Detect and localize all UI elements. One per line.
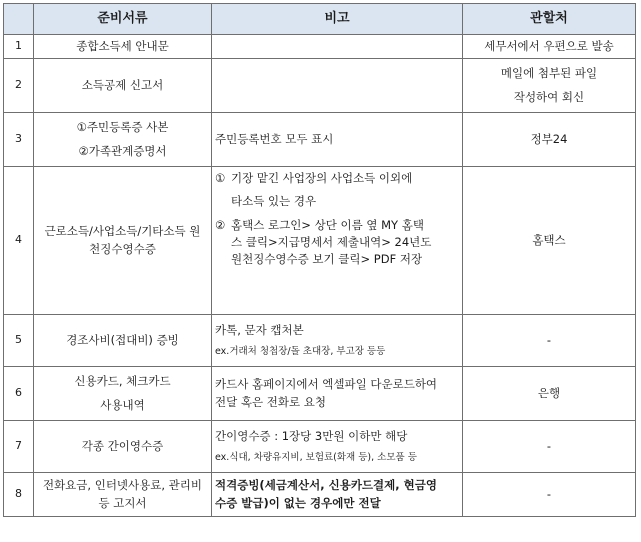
row-number: 6 (4, 367, 34, 421)
remark-line: 스 클릭>지급명세서 제출내역> 24년도 (231, 234, 432, 249)
row-office (463, 35, 636, 59)
office-line: - (546, 438, 552, 453)
circled-number: ② (215, 217, 226, 232)
office-line: - (546, 332, 552, 347)
remark-line: ex.식대, 차량유지비, 보험료(화재 등), 소모품 등 (215, 452, 417, 463)
header-row (4, 4, 636, 35)
row-remark (212, 473, 463, 517)
row-remark (212, 59, 463, 113)
table-row (4, 421, 636, 473)
office-line: 정부24 (530, 131, 568, 146)
row-number: 4 (4, 167, 34, 315)
row-document (34, 59, 212, 113)
row-document (34, 473, 212, 517)
document-line: 전화요금, 인터넷사용료, 관리비 (42, 478, 203, 493)
row-document (34, 167, 212, 315)
row-remark (212, 315, 463, 367)
row-number: 3 (4, 113, 34, 167)
table-row (4, 113, 636, 167)
table-row (4, 59, 636, 113)
row-document (34, 421, 212, 473)
header-office: 관할처 (463, 4, 636, 35)
remark-line: 간이영수증 : 1장당 3만원 이하만 해당 (215, 428, 408, 443)
office-line: 메일에 첨부된 파일 (500, 66, 598, 81)
row-office (463, 167, 636, 315)
document-line: ②가족관계증명서 (78, 143, 167, 158)
office-line: 작성하여 회신 (513, 89, 585, 104)
office-line: 홈택스 (532, 232, 566, 247)
row-number: 8 (4, 473, 34, 517)
row-remark (212, 367, 463, 421)
document-line: 종합소득세 안내문 (76, 38, 169, 53)
header-remarks: 비고 (212, 4, 463, 35)
row-document (34, 367, 212, 421)
document-line: 경조사비(접대비) 증빙 (66, 332, 179, 347)
row-office (463, 473, 636, 517)
row-number: 5 (4, 315, 34, 367)
document-line: 근로소득/사업소득/기타소득 원 (44, 224, 201, 239)
circled-number: ① (215, 171, 226, 185)
row-number: 2 (4, 59, 34, 113)
remark-line: 타소득 있는 경우 (231, 194, 317, 209)
document-line: 등 고지서 (98, 495, 147, 510)
row-office (463, 113, 636, 167)
remark-line: 원천징수영수증 보기 클릭> PDF 저장 (231, 252, 423, 266)
table-row (4, 367, 636, 421)
row-document (34, 35, 212, 59)
remark-line: 기장 맡긴 사업장의 사업소득 이외에 (231, 171, 413, 185)
row-number: 1 (4, 35, 34, 59)
table-row (4, 315, 636, 367)
document-line: 각종 간이영수증 (81, 438, 164, 453)
table-row (4, 35, 636, 59)
row-remark (212, 113, 463, 167)
office-line: 세무서에서 우편으로 발송 (484, 38, 614, 53)
remark-line: 주민등록번호 모두 표시 (215, 131, 334, 146)
remark-line: 수증 발급)이 없는 경우에만 전달 (215, 495, 381, 510)
row-office (463, 421, 636, 473)
document-line: ①주민등록증 사본 (76, 120, 169, 135)
remark-line: 카드사 홈페이지에서 엑셀파일 다운로드하여 (215, 377, 438, 392)
remark-line: 적격증빙(세금계산서, 신용카드결제, 현금영 (215, 478, 437, 493)
row-remark (212, 421, 463, 473)
document-line: 사용내역 (100, 397, 145, 412)
row-document (34, 315, 212, 367)
document-line: 천징수영수증 (89, 241, 156, 256)
document-line: 신용카드, 체크카드 (74, 374, 171, 389)
table-row (4, 473, 636, 517)
row-remark (212, 35, 463, 59)
row-office (463, 315, 636, 367)
row-document (34, 113, 212, 167)
document-line: 소득공제 신고서 (81, 77, 164, 92)
office-line: - (546, 486, 552, 501)
header-documents: 준비서류 (34, 4, 212, 35)
remark-item (215, 170, 459, 211)
header-number (4, 4, 34, 35)
remark-line: 전달 혹은 전화로 요청 (215, 394, 326, 409)
document-requirements-table (3, 3, 636, 517)
row-number: 7 (4, 421, 34, 473)
remark-line: 카톡, 문자 캡처본 (215, 322, 304, 337)
row-office (463, 59, 636, 113)
row-office (463, 367, 636, 421)
remark-line: ex.거래처 청첩장/돌 초대장, 부고장 등등 (215, 346, 386, 357)
row-remark (212, 167, 463, 315)
document-table-wrapper (3, 3, 636, 517)
table-row (4, 167, 636, 315)
remark-line: 홈택스 로그인> 상단 이름 옆 MY 홈택 (231, 217, 424, 232)
remark-item (215, 217, 459, 269)
office-line: 은행 (537, 385, 561, 400)
